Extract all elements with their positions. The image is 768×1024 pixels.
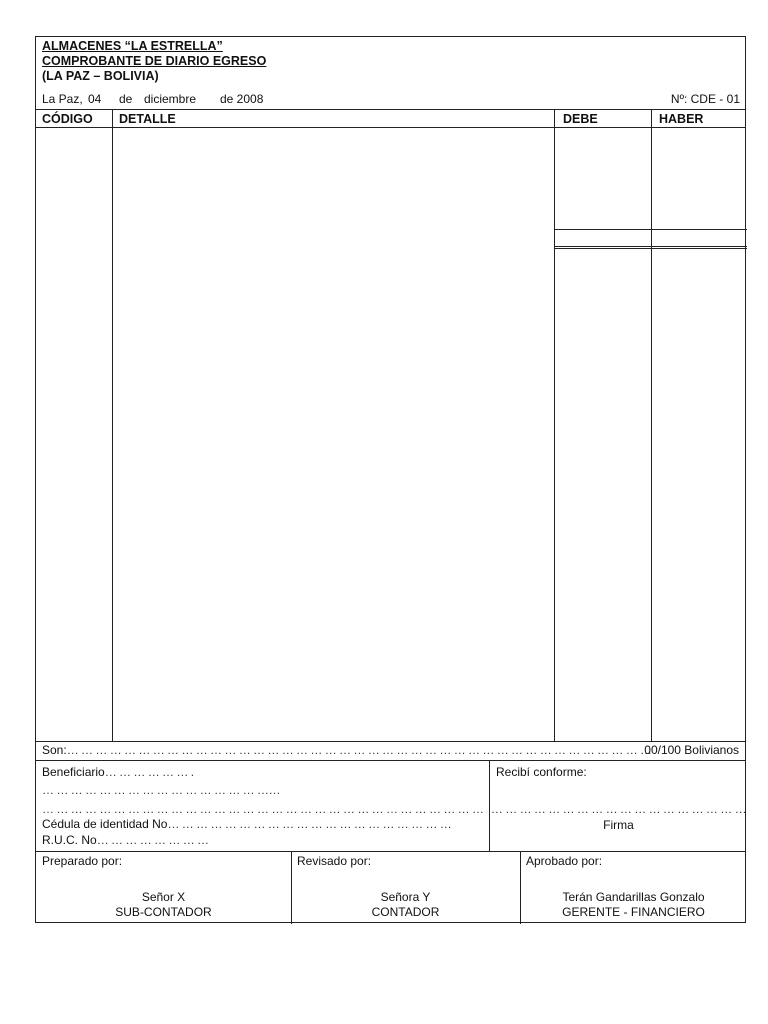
beneficiary-dots-3: … … … … … … … … … … … … … … … … … … … … … … … … … … … … … … …: [42, 802, 484, 816]
approved-by-role: GERENTE - FINANCIERO: [562, 905, 705, 919]
reviewed-by-role: CONTADOR: [371, 905, 440, 919]
voucher-form: [35, 36, 746, 923]
column-header-detalle: DETALLE: [119, 112, 176, 126]
column-divider-codigo: [112, 109, 113, 741]
approved-by-label: Aprobado por:: [526, 854, 603, 868]
date-month: diciembre: [144, 92, 197, 106]
approved-by-name: Terán Gandarillas Gonzalo: [562, 890, 705, 904]
table-top-border: [36, 109, 745, 110]
table-bottom-border: [36, 741, 745, 742]
company-name: ALMACENES “LA ESTRELLA”: [42, 39, 223, 53]
son-label: Son:… … … … … … … … … … … … … … … … … … … … … … … … … … … … … … … … … … … … … … … … …: [42, 743, 652, 757]
subtotal-line-3: [554, 248, 747, 249]
voucher-number: Nº: CDE - 01: [670, 92, 740, 106]
date-line: [42, 92, 740, 106]
prepared-by-role: SUB-CONTADOR: [115, 905, 212, 919]
id-card-line: Cédula de identidad No… … … … … … … … … … … … … … … … … … … …: [42, 817, 452, 831]
date-day: 04: [88, 92, 102, 106]
subtotal-line-2: [554, 246, 747, 247]
prepared-by-label: Preparado por:: [42, 854, 123, 868]
received-signature-label: Firma: [603, 818, 634, 832]
prepared-by-name: Señor X: [141, 890, 186, 904]
reviewed-by-label: Revisado por:: [297, 854, 372, 868]
date-year: de 2008: [220, 92, 264, 106]
column-header-debe: DEBE: [563, 112, 598, 126]
column-header-haber: HABER: [659, 112, 704, 126]
son-bottom-border: [36, 760, 745, 761]
date-city: La Paz,: [42, 92, 83, 106]
beneficiary-line: Beneficiario… … … … … … .: [42, 765, 194, 779]
son-amount-suffix: 00/100 Bolivianos: [644, 743, 739, 757]
subtotal-line-1: [554, 229, 747, 230]
received-signature-dots: … … … … … … … … … … … … … … … … … …: [490, 802, 747, 816]
column-divider-debe: [554, 109, 555, 741]
received-label: Recibí conforme:: [496, 765, 587, 779]
ruc-line: R.U.C. No… … … … … … … …: [42, 833, 209, 847]
reviewed-by-name: Señora Y: [380, 890, 431, 904]
beneficiary-dots-2: … … … … … … … … … … … … … … … ……: [42, 783, 281, 797]
column-divider-haber: [651, 109, 652, 741]
date-de: de: [119, 92, 133, 106]
company-location: (LA PAZ – BOLIVIA): [42, 69, 159, 83]
signatures-top-border: [36, 851, 745, 852]
column-header-codigo: CÓDIGO: [42, 112, 93, 126]
document-title: COMPROBANTE DE DIARIO EGRESO: [42, 54, 267, 68]
table-header-border: [36, 127, 745, 128]
